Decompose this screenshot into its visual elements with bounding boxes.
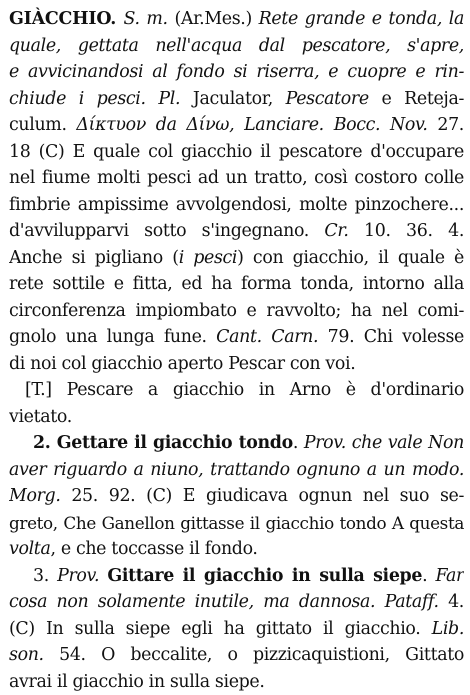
entry-text: avrai il giacchio in sulla siepe.: [9, 672, 265, 692]
entry-text: 79. Chi volesse: [318, 327, 464, 347]
entry-text: Anche si pigliano (: [9, 248, 179, 268]
entry-text: Bocc. Nov.: [334, 115, 428, 135]
entry-text: aver riguardo a niuno, trattando ognuno a un modo.: [9, 460, 464, 480]
entry-line: [9, 298, 464, 325]
entry-text: Prov.: [304, 433, 346, 453]
entry-line: [9, 86, 464, 113]
headword: GIÀCCHIO.: [9, 9, 124, 29]
entry-text: Morg.: [9, 486, 61, 506]
entry-text: Pl.: [158, 89, 180, 109]
entry-text: Pataff.: [385, 592, 439, 612]
entry-line: [9, 139, 464, 166]
entry-line: [9, 377, 464, 404]
entry-text: gnolo una lunga fune.: [9, 327, 216, 347]
entry-text: (C) In sulla siepe egli ha gittato il giacchio.: [9, 619, 432, 639]
entry-line: [9, 112, 464, 139]
entry-text: ) con giacchio, il quale è: [237, 248, 464, 268]
entry-text: .: [293, 433, 304, 453]
entry-text: nel fiume molti pesci ad un tratto, così costoro colle: [9, 168, 464, 188]
entry-text: d'avvilupparvi sotto s'ingegnano.: [9, 221, 324, 241]
entry-line: [9, 483, 464, 510]
entry-text: Pescare a giacchio in Arno è d'ordinario: [67, 380, 464, 400]
entry-text: quale, gettata nell'acqua dal pescatore, s'apre,: [9, 36, 464, 56]
entry-text: , e che toccasse il fondo.: [50, 539, 257, 559]
entry-text: S. m.: [124, 9, 168, 29]
entry-line: [9, 351, 464, 378]
entry-text: circonferenza impiombato e ravvolto; ha nel comi-: [9, 301, 464, 321]
entry-text: 3.: [33, 566, 57, 586]
entry-text: 2. Gettare il giacchio tondo: [33, 433, 293, 453]
entry-text: di noi col giacchio aperto Pescar con voi.: [9, 354, 355, 374]
entry-line: [9, 324, 464, 351]
entry-text: 25. 92. (C) E giudicava ognun nel suo se-: [61, 486, 464, 506]
entry-line: [9, 404, 464, 431]
entry-line: [9, 33, 464, 60]
entry-text: Δίκτυον da Δίνω, Lanciare.: [76, 115, 323, 135]
entry-text: son.: [9, 645, 44, 665]
entry-text: [375, 592, 384, 612]
entry-text: i pesci: [179, 248, 237, 268]
entry-text: fimbrie ampissime avvolgendosi, molte pinzochere...: [9, 195, 464, 215]
entry-text: 54. O beccalite, o pizzicaquistioni, Gittato: [44, 645, 464, 665]
entry-line: [9, 59, 464, 86]
entry-text: [T.]: [25, 380, 67, 400]
entry-line: [9, 457, 464, 484]
entry-text: 4.: [439, 592, 464, 612]
entry-text: .: [422, 566, 435, 586]
entry-text: chiude i pesci.: [9, 89, 146, 109]
entry-text: [146, 89, 159, 109]
entry-line: [9, 192, 464, 219]
entry-text: Lib.: [432, 619, 464, 639]
entry-text: Far: [435, 566, 464, 586]
entry-line: [9, 245, 464, 272]
entry-text: Rete grande e tonda, la: [259, 9, 464, 29]
entry-line: [9, 165, 464, 192]
entry-text: 10. 36. 4.: [349, 221, 464, 241]
entry-line: [9, 616, 464, 643]
entry-line: [9, 510, 464, 537]
entry-text: rete sottile e fitta, ed ha forma tonda, intorno alla: [9, 274, 464, 294]
entry-line: [9, 669, 464, 695]
entry-text: Pescatore: [286, 89, 369, 109]
entry-text: e Reteja-: [369, 89, 464, 109]
entry-text: che vale Non: [352, 433, 464, 453]
entry-text: Jaculator,: [180, 89, 285, 109]
entry-text: Gittare il giacchio in sulla siepe: [107, 566, 422, 586]
entry-text: cosa non solamente inutile, ma dannosa.: [9, 592, 375, 612]
entry-text: Prov.: [57, 566, 99, 586]
entry-line: [9, 563, 464, 590]
entry-line: [9, 271, 464, 298]
entry-text: 18 (C) E quale col giacchio il pescatore d'occupare: [9, 142, 464, 162]
entry-text: 27.: [428, 115, 464, 135]
entry-text: [99, 566, 107, 586]
entry-line: [9, 642, 464, 669]
entry-text: [324, 115, 334, 135]
entry-line: [9, 536, 464, 563]
entry-line: [9, 589, 464, 616]
entry-text: volta: [9, 539, 50, 559]
entry-text: (Ar.Mes.): [168, 9, 259, 29]
entry-text: Cr.: [324, 221, 348, 241]
entry-line: [9, 218, 464, 245]
entry-line: [9, 430, 464, 457]
entry-text: vietato.: [9, 407, 72, 427]
entry-line: [9, 6, 464, 33]
entry-text: e avvicinandosi al fondo si riserra, e cuopre e rin-: [9, 62, 464, 82]
entry-text: culum.: [9, 115, 76, 135]
entry-text: greto, Che Ganellon gittasse il giacchio tondo A questa: [9, 513, 464, 533]
entry-text: Cant. Carn.: [216, 327, 318, 347]
